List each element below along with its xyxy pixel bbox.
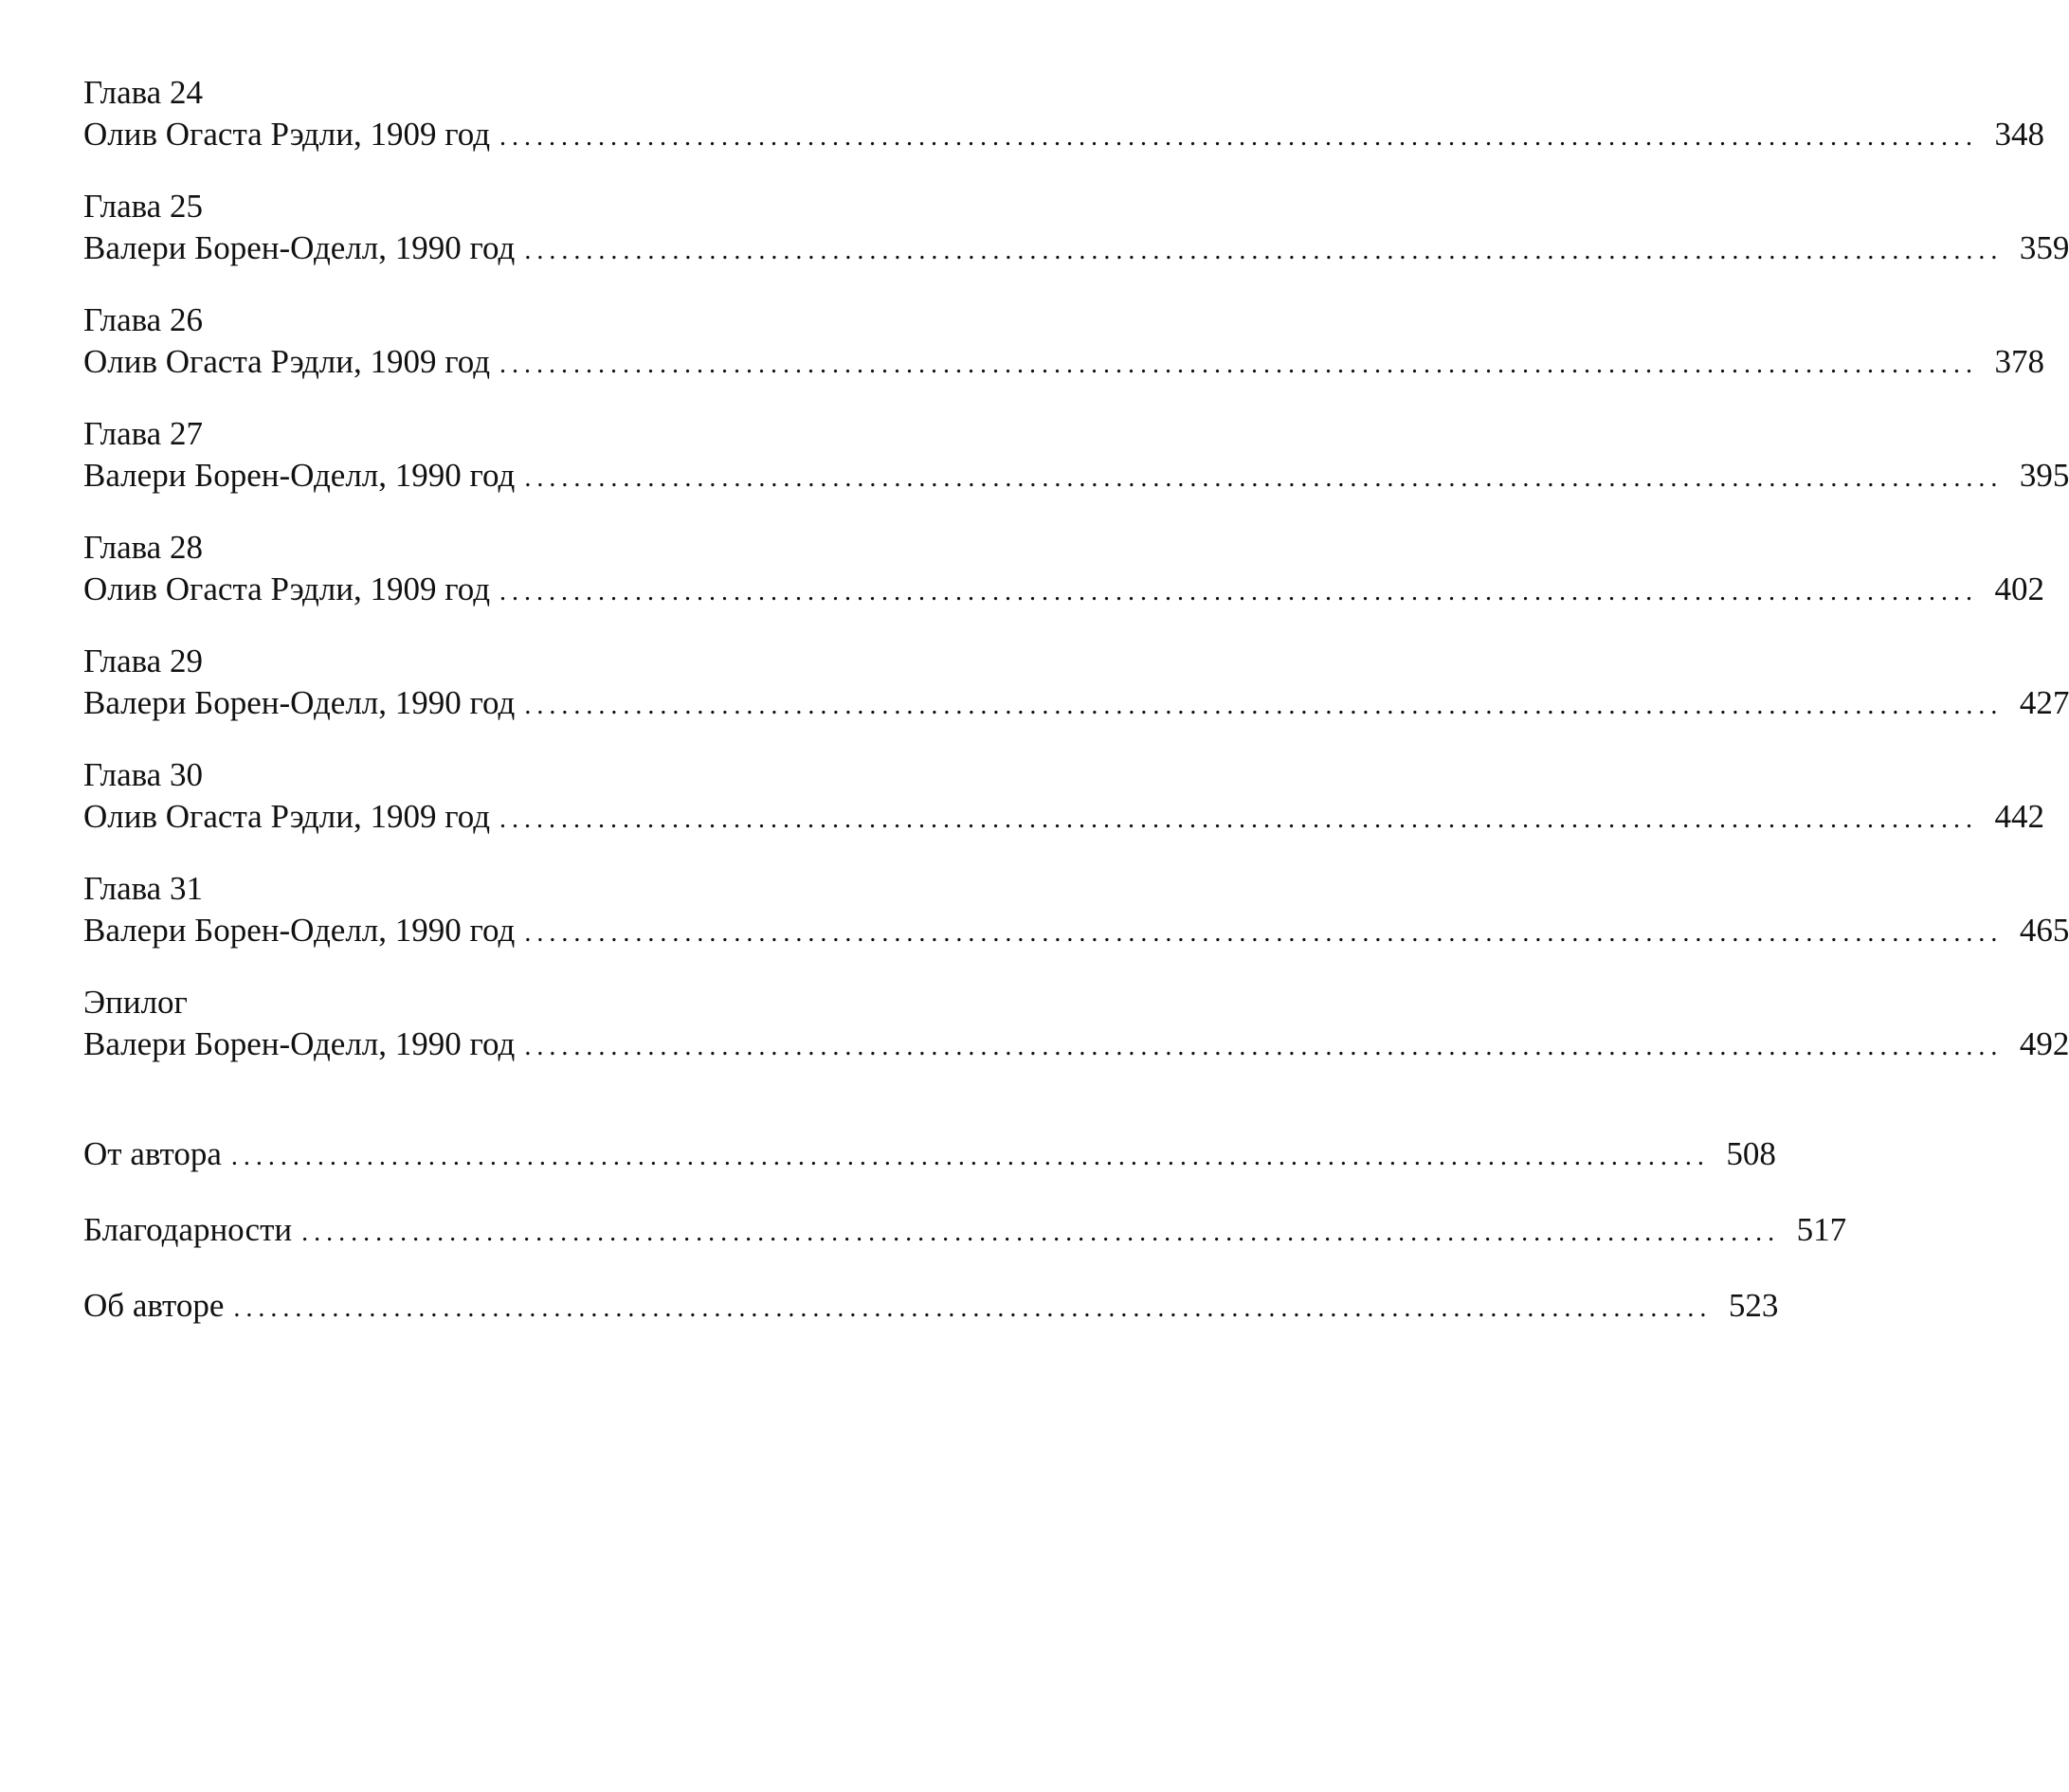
page-number: 517 bbox=[1796, 1211, 1847, 1248]
chapter-heading: Глава 25 bbox=[83, 188, 203, 225]
page-number: 395 bbox=[2019, 457, 2069, 494]
chapter-entry bbox=[83, 413, 2069, 527]
page-number: 465 bbox=[2019, 912, 2069, 949]
toc-line[interactable] bbox=[83, 682, 2069, 724]
toc-line[interactable] bbox=[83, 227, 2069, 269]
toc-line[interactable] bbox=[83, 455, 2069, 497]
page-number: 348 bbox=[1994, 116, 2045, 153]
dot-leader: ........................................................................................................................ bbox=[524, 463, 2004, 493]
chapter-heading: Глава 31 bbox=[83, 870, 203, 907]
toc-line[interactable] bbox=[83, 341, 2045, 383]
chapter-title: Олив Огаста Рэдли, 1909 год bbox=[83, 570, 491, 607]
page-number: 359 bbox=[2019, 229, 2069, 266]
chapter-title: Валери Борен-Оделл, 1990 год bbox=[83, 229, 516, 266]
page-number: 402 bbox=[1994, 570, 2045, 607]
dot-leader: ........................................................................................................................ bbox=[524, 1032, 2004, 1061]
dot-leader: ........................................................................................................................ bbox=[524, 918, 2004, 948]
dot-leader: ........................................................................................................................ bbox=[499, 577, 1979, 606]
chapter-title: Олив Огаста Рэдли, 1909 год bbox=[83, 343, 491, 380]
section-title: Об авторе bbox=[83, 1287, 225, 1324]
toc-line-acknowledgements[interactable] bbox=[83, 1209, 1847, 1285]
dot-leader: ........................................................................................................................ bbox=[301, 1218, 1781, 1247]
chapter-title: Валери Борен-Оделл, 1990 год bbox=[83, 684, 516, 721]
toc-line-about-author[interactable] bbox=[83, 1285, 1779, 1361]
page-number: 508 bbox=[1726, 1135, 1776, 1172]
chapter-entry bbox=[83, 72, 2045, 186]
toc-line-from-author[interactable] bbox=[83, 1133, 1776, 1209]
toc-line[interactable] bbox=[83, 569, 2045, 610]
chapter-entry bbox=[83, 527, 2045, 641]
page-number: 378 bbox=[1994, 343, 2045, 380]
chapter-title: Олив Огаста Рэдли, 1909 год bbox=[83, 798, 491, 835]
toc-line[interactable] bbox=[83, 114, 2045, 155]
chapter-heading: Глава 24 bbox=[83, 74, 203, 111]
dot-leader: ........................................................................................................................ bbox=[499, 122, 1979, 152]
dot-leader: ........................................................................................................................ bbox=[499, 350, 1979, 379]
dot-leader: ........................................................................................................................ bbox=[233, 1294, 1713, 1323]
dot-leader: ........................................................................................................................ bbox=[524, 236, 2004, 265]
chapter-entry bbox=[83, 299, 2045, 413]
section-title: Благодарности bbox=[83, 1211, 293, 1248]
chapter-title: Валери Борен-Оделл, 1990 год bbox=[83, 457, 516, 494]
chapter-entry bbox=[83, 868, 2069, 982]
chapter-heading: Глава 30 bbox=[83, 756, 203, 793]
dot-leader: ........................................................................................................................ bbox=[230, 1142, 1710, 1171]
chapter-title: Валери Борен-Оделл, 1990 год bbox=[83, 1025, 516, 1062]
chapter-list bbox=[83, 72, 2069, 1095]
page-number: 523 bbox=[1728, 1287, 1779, 1324]
toc-line[interactable] bbox=[83, 796, 2045, 838]
dot-leader: ........................................................................................................................ bbox=[524, 691, 2004, 720]
chapter-heading: Глава 28 bbox=[83, 529, 203, 566]
dot-leader: ........................................................................................................................ bbox=[499, 805, 1979, 834]
toc-line[interactable] bbox=[83, 910, 2069, 951]
section-title: От автора bbox=[83, 1135, 222, 1172]
chapter-entry bbox=[83, 754, 2045, 868]
chapter-entry bbox=[83, 186, 2069, 299]
page-number: 492 bbox=[2019, 1025, 2069, 1062]
chapter-heading: Глава 29 bbox=[83, 643, 203, 679]
chapter-title: Валери Борен-Оделл, 1990 год bbox=[83, 912, 516, 949]
toc-line[interactable] bbox=[83, 1023, 2069, 1065]
chapter-entry bbox=[83, 982, 2069, 1095]
chapter-heading: Глава 27 bbox=[83, 415, 203, 452]
chapter-entry bbox=[83, 641, 2069, 754]
chapter-title: Олив Огаста Рэдли, 1909 год bbox=[83, 116, 491, 153]
back-matter-list bbox=[83, 1133, 1847, 1361]
epilogue-heading: Эпилог bbox=[83, 984, 188, 1021]
page-number: 442 bbox=[1994, 798, 2045, 835]
chapter-heading: Глава 26 bbox=[83, 301, 203, 338]
page-number: 427 bbox=[2019, 684, 2069, 721]
